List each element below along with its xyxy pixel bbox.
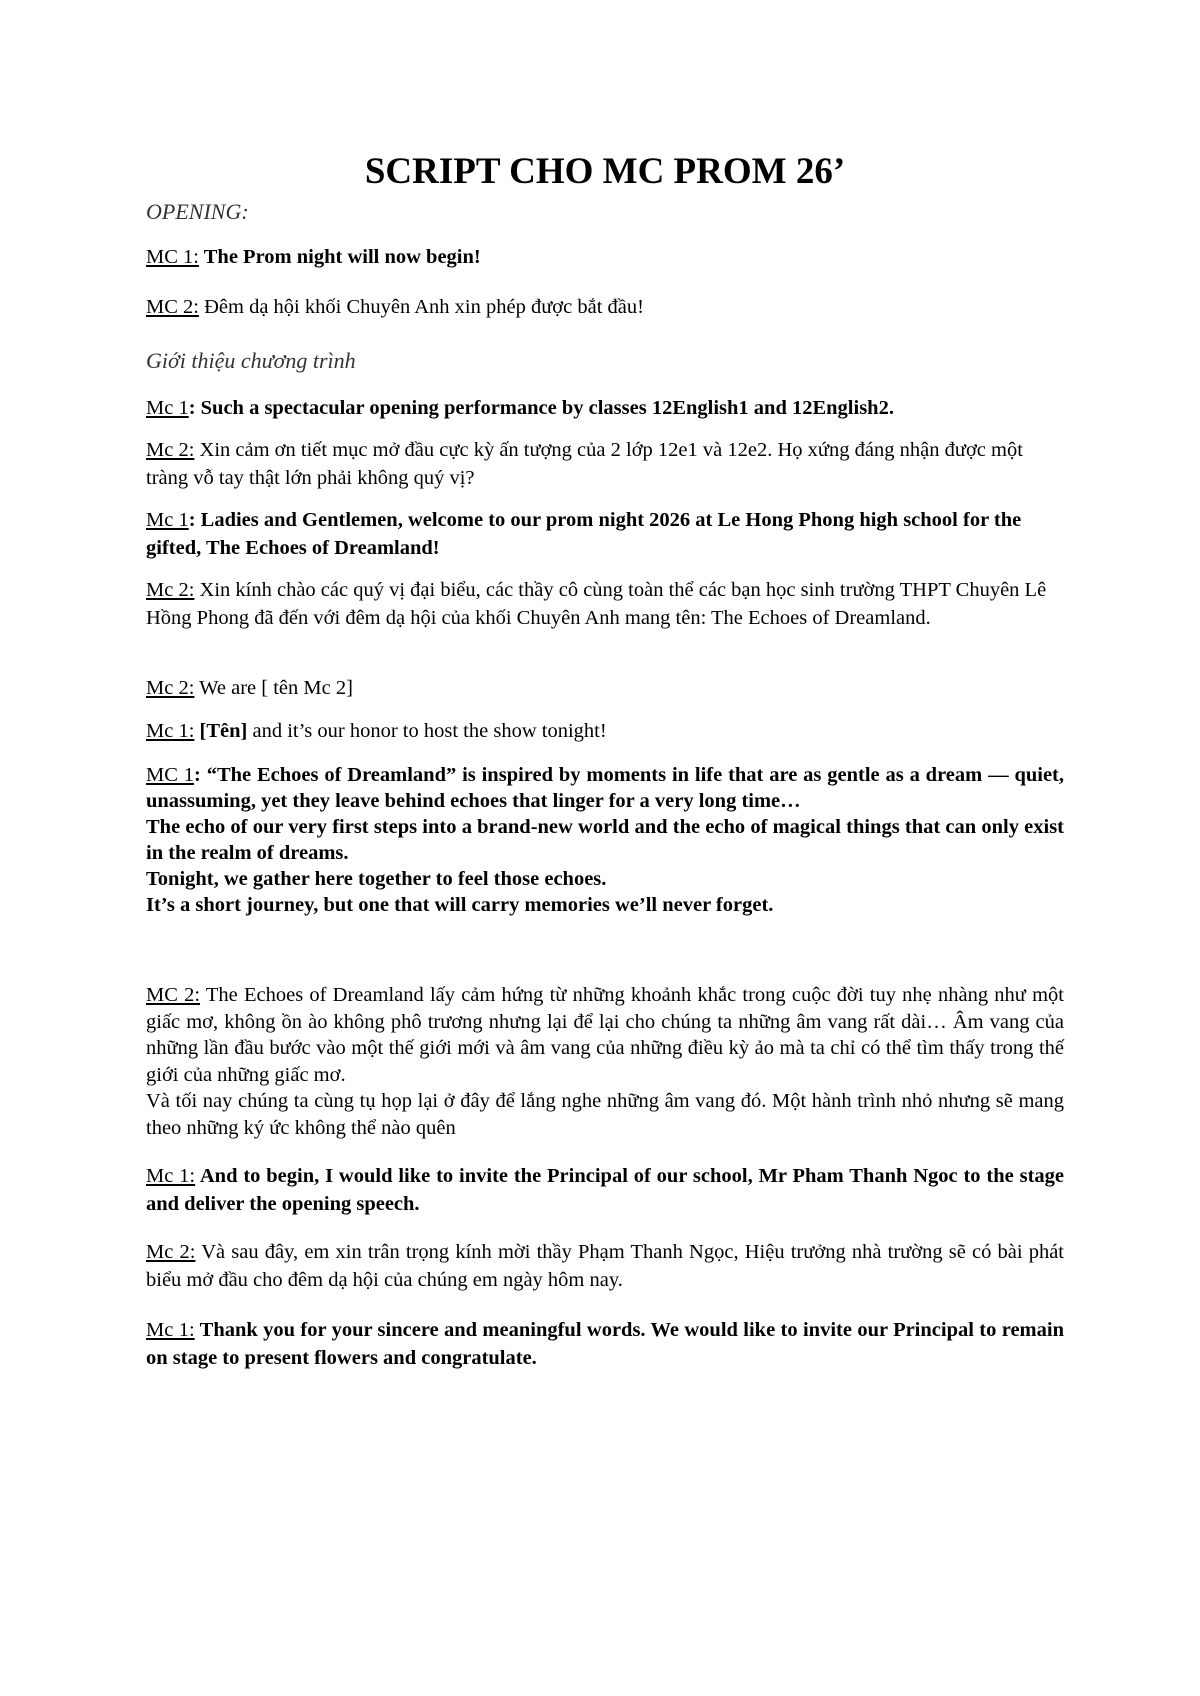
- script-line: [146, 762, 1064, 814]
- speaker-label: Mc 1:: [146, 720, 195, 742]
- script-line: [146, 982, 1064, 1088]
- line-text: and it’s our honor to host the show tonight!: [252, 720, 607, 742]
- line-text: : Ladies and Gentlemen, welcome to our prom night 2026 at Le Hong Phong high school for the gifted, The Echoes of Dreamland!: [146, 509, 1022, 559]
- speaker-label: Mc 1:: [146, 1319, 195, 1341]
- line-text: Thank you for your sincere and meaningful words. We would like to invite our Principal to remain on stage to present flowers and congratulate.: [146, 1319, 1064, 1369]
- speaker-label: Mc 1:: [146, 1165, 196, 1187]
- line-text: Và sau đây, em xin trân trọng kính mời thầy Phạm Thanh Ngọc, Hiệu trưởng nhà trường sẽ có bài phát biểu mở đầu cho đêm dạ hội của chúng em ngày hôm nay.: [146, 1241, 1064, 1291]
- speaker-label: Mc 2:: [146, 439, 195, 461]
- speaker-label: Mc 2:: [146, 677, 195, 699]
- line-text: The Prom night will now begin!: [203, 246, 481, 268]
- name-placeholder: [Tên]: [199, 720, 248, 742]
- line-text: Xin cảm ơn tiết mục mở đầu cực kỳ ấn tượng của 2 lớp 12e1 và 12e2. Họ xứng đáng nhận được một tràng vỗ tay thật lớn phải không quý vị?: [146, 439, 1023, 489]
- document-page: [146, 0, 1064, 1696]
- speaker-label: MC 1: [146, 764, 195, 786]
- line-text: : “The Echoes of Dreamland” is inspired by moments in life that are as gentle as a dream — quiet, unassuming, yet they leave behind echoes that linger for a very long time…: [146, 764, 1064, 812]
- section-heading-intro: Giới thiệu chương trình: [146, 348, 356, 373]
- document-title: SCRIPT CHO MC PROM 26’: [364, 151, 846, 192]
- line-text: It’s a short journey, but one that will carry memories we’ll never forget.: [146, 894, 774, 916]
- script-line: [146, 576, 1064, 632]
- line-text: : Such a spectacular opening performance by classes 12English1 and 12English2.: [188, 397, 894, 419]
- speaker-label: MC 2:: [146, 296, 199, 318]
- script-block: [146, 982, 1064, 1141]
- line-text: Đêm dạ hội khối Chuyên Anh xin phép được bắt đầu!: [204, 296, 644, 318]
- speaker-label: Mc 1: [146, 509, 189, 531]
- script-line: [146, 506, 1064, 562]
- line-text: Và tối nay chúng ta cùng tụ họp lại ở đây để lắng nghe những âm vang đó. Một hành trình nhỏ nhưng sẽ mang theo những ký ức không thể nào quên: [146, 1090, 1064, 1139]
- line-text: The Echoes of Dreamland lấy cảm hứng từ những khoảnh khắc trong cuộc đời tuy nhẹ nhàng như một giấc mơ, không ồn ào không phô trương nhưng lại để lại cho chúng ta những âm vang rất dài… Âm vang của những lần đầu bước vào một thế giới mới và âm vang của những điều kỳ ảo mà ta chỉ có thể tìm thấy trong thế giới của những giấc mơ.: [146, 984, 1064, 1086]
- script-line: [146, 674, 1064, 702]
- script-line: [146, 717, 1064, 745]
- line-text: Tonight, we gather here together to feel those echoes.: [146, 868, 607, 890]
- script-line: [146, 436, 1064, 492]
- script-line: [146, 1316, 1064, 1372]
- script-line: [146, 243, 1064, 271]
- section-heading-opening: OPENING:: [146, 199, 249, 224]
- speaker-label: MC 1:: [146, 246, 199, 268]
- speaker-label: Mc 2:: [146, 1241, 196, 1263]
- line-text: And to begin, I would like to invite the Principal of our school, Mr Pham Thanh Ngoc to the stage and deliver the opening speech.: [146, 1165, 1065, 1215]
- line-text: Xin kính chào các quý vị đại biểu, các thầy cô cùng toàn thể các bạn học sinh trường THPT Chuyên Lê Hồng Phong đã đến với đêm dạ hội của khối Chuyên Anh mang tên: The Echoes of Dreamland.: [146, 579, 1047, 629]
- script-line: [146, 394, 1064, 422]
- line-text: We are [ tên Mc 2]: [199, 677, 353, 699]
- script-line: [146, 1162, 1064, 1218]
- line-text: The echo of our very first steps into a brand-new world and the echo of magical things that can only exist in the realm of dreams.: [146, 816, 1064, 864]
- speaker-label: MC 2:: [146, 984, 201, 1006]
- script-line: [146, 1238, 1064, 1294]
- script-line: [146, 293, 1064, 321]
- speaker-label: Mc 1: [146, 397, 189, 419]
- speaker-label: Mc 2:: [146, 579, 195, 601]
- script-block: [146, 762, 1064, 918]
